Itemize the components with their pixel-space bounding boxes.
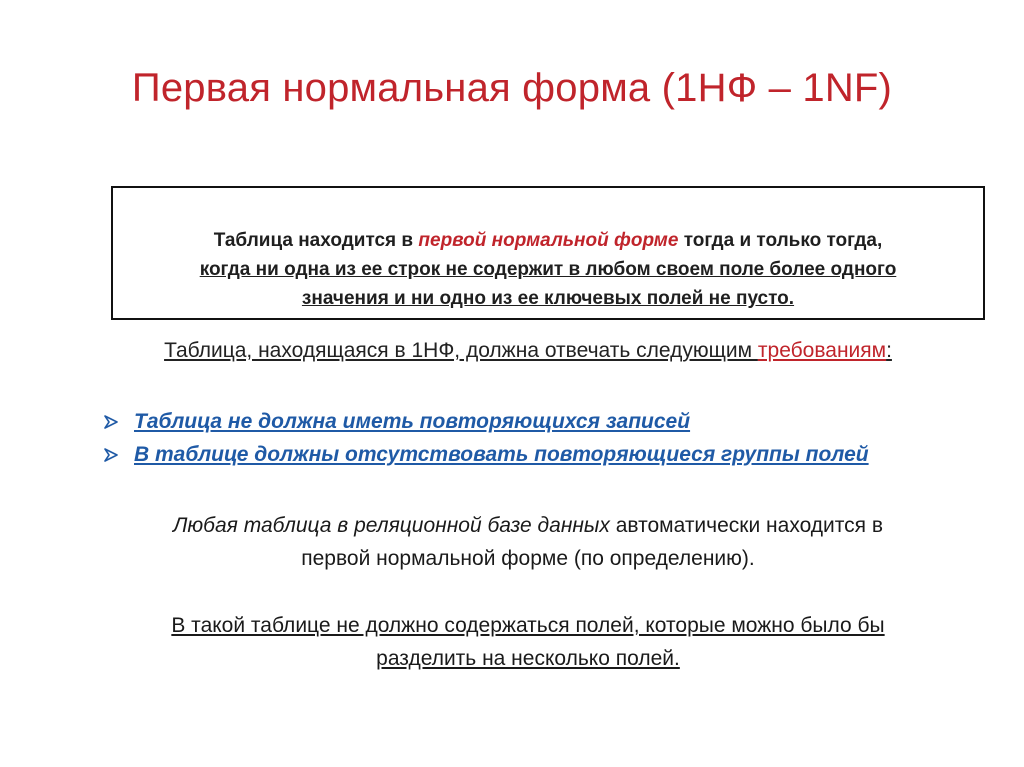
paragraph-2-line-1: В такой таблице не должно содержаться полей, которые можно было бы — [171, 614, 885, 637]
requirement-item — [104, 438, 984, 471]
paragraph-1-line-2: первой нормальной форме (по определению). — [301, 547, 755, 570]
requirement-label: Таблица не должна иметь повторяющихся записей — [134, 409, 691, 433]
requirements-intro-end: : — [886, 339, 892, 362]
paragraph-auto-normal-form — [0, 509, 1024, 575]
definition-box — [111, 186, 985, 320]
paragraph-1-italic: Любая таблица в реляционной базе данных — [172, 514, 610, 537]
definition-line-1-post: тогда и только тогда, — [678, 230, 883, 251]
definition-text — [113, 226, 983, 313]
definition-line-1 — [113, 226, 983, 255]
requirements-intro — [0, 336, 1024, 366]
definition-line-2: когда ни одна из ее строк не содержит в любом своем поле более одного — [199, 259, 897, 280]
paragraph-atomic-fields — [0, 609, 1024, 675]
chevron-arrow-right-icon — [104, 448, 118, 462]
requirements-highlight: требованиям — [757, 339, 887, 362]
chevron-arrow-right-icon — [104, 415, 118, 429]
requirement-label: В таблице должны отсутствовать повторяющиеся группы полей — [134, 442, 869, 466]
definition-highlight: первой нормальной форме — [418, 230, 679, 251]
definition-line-3: значения и ни одно из ее ключевых полей не пусто. — [301, 288, 795, 309]
requirements-list — [104, 405, 984, 471]
requirement-item — [104, 405, 984, 438]
definition-line-1-pre: Таблица находится в — [213, 230, 419, 251]
paragraph-1-line-1 — [0, 509, 1024, 542]
paragraph-1-rest: автоматически находится в — [609, 514, 884, 537]
paragraph-2-line-2: разделить на несколько полей. — [376, 647, 680, 670]
slide-title: Первая нормальная форма (1НФ – 1NF) — [131, 66, 893, 110]
requirements-intro-text: Таблица, находящаяся в 1НФ, должна отвечать следующим — [164, 339, 758, 362]
